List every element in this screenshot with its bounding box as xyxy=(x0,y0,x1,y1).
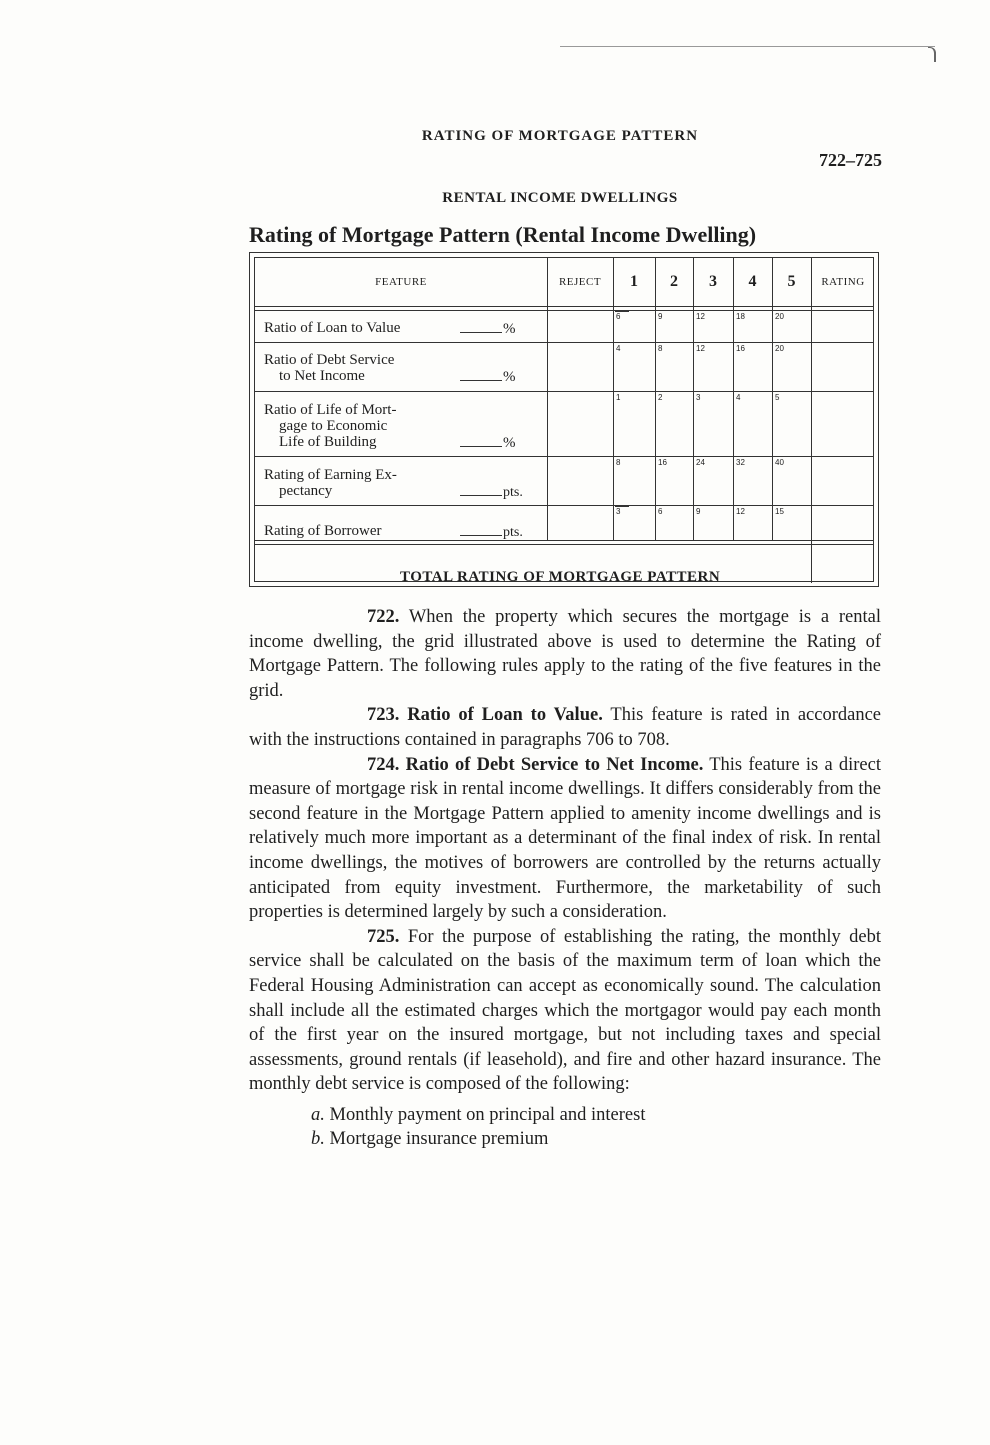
point-value: 4 xyxy=(736,393,741,402)
header-col-5: 5 xyxy=(787,273,796,290)
list-item: a. Monthly payment on principal and interest xyxy=(311,1104,646,1125)
feature-borrower: Rating of Borrower xyxy=(264,523,382,539)
paragraph-number: 724. xyxy=(367,754,400,775)
point-value: 16 xyxy=(736,344,745,353)
point-value: 12 xyxy=(696,344,705,353)
grid-hline xyxy=(255,505,873,506)
point-value: 3 xyxy=(616,507,621,516)
unit-blank: pts. xyxy=(460,523,523,541)
body-text xyxy=(249,605,881,1152)
point-value: 3 xyxy=(696,393,701,402)
paragraph-725: 725. For the purpose of establishing the rating, the monthly debt service shall be calculated on the basis of the maximum term of loan which the Federal Housing Administration can accept as economically sound. The calculation shall include all the estimated charges which the mortgagor would pay each month of the first year on the insured mortgage, but not including taxes and special assessments, ground rentals (if leasehold), and fire and other hazard insurance. The monthly debt service is composed of the following: xyxy=(249,926,881,1095)
point-value: 2 xyxy=(658,393,663,402)
grid-hline xyxy=(255,306,873,307)
grid-hline xyxy=(255,391,873,392)
paragraph-722: 722. When the property which secures the mortgage is a rental income dwelling, the grid illustrated above is used to determine the Rating of Mortgage Pattern. The following rules apply to the rating of the five features in the grid. xyxy=(249,607,882,701)
header-col-3: 3 xyxy=(709,273,717,290)
unit-blank: pts. xyxy=(460,483,523,501)
point-value: 15 xyxy=(775,507,784,516)
feature-loan-to-value: Ratio of Loan to Value xyxy=(264,320,401,336)
list-item: b. Mortgage insurance premium xyxy=(311,1129,549,1150)
total-rating-label: TOTAL RATING OF MORTGAGE PATTERN xyxy=(400,569,721,585)
point-value: 1 xyxy=(616,393,621,402)
point-value: 20 xyxy=(775,344,784,353)
header-col-2: 2 xyxy=(670,273,678,290)
paragraph-number: 722. xyxy=(367,607,400,627)
header-feature: FEATURE xyxy=(375,276,427,288)
subheading: RENTAL INCOME DWELLINGS xyxy=(442,190,678,206)
point-value: 9 xyxy=(696,507,701,516)
point-value: 5 xyxy=(775,393,780,402)
page-edge-line xyxy=(560,46,935,47)
unit-blank: % xyxy=(460,434,516,452)
rating-grid xyxy=(249,252,879,587)
feature-earning-expectancy: Rating of Earning Ex- pectancy xyxy=(264,467,397,499)
point-value: 8 xyxy=(616,458,621,467)
point-value: 32 xyxy=(736,458,745,467)
point-value: 6 xyxy=(658,507,663,516)
grid-hline xyxy=(255,342,873,343)
section-range: 722–725 xyxy=(819,150,882,170)
point-value: 12 xyxy=(736,507,745,516)
paragraph-number: 725. xyxy=(367,926,400,947)
grid-hline xyxy=(255,544,873,545)
paragraph-723: 723. Ratio of Loan to Value. This feature is rated in accordance with the instructions contained in paragraphs 706 to 708. xyxy=(249,705,882,750)
point-tick xyxy=(615,506,629,507)
running-title: RATING OF MORTGAGE PATTERN xyxy=(421,128,699,144)
grid-hline xyxy=(255,456,873,457)
point-value: 6 xyxy=(616,312,621,321)
point-value: 12 xyxy=(696,312,705,321)
grid-hline xyxy=(255,310,873,311)
paragraph-heading: Ratio of Debt Service to Net Income. xyxy=(405,754,704,775)
header-reject: REJECT xyxy=(558,276,602,288)
debt-service-list xyxy=(249,1103,881,1152)
feature-debt-service: Ratio of Debt Service to Net Income xyxy=(264,352,395,384)
grid-title: Rating of Mortgage Pattern (Rental Income Dwelling) xyxy=(249,222,757,247)
header-col-4: 4 xyxy=(748,273,757,290)
point-value: 20 xyxy=(775,312,784,321)
header-col-1: 1 xyxy=(630,273,638,290)
feature-life-of-mortgage: Ratio of Life of Mort- gage to Economic Life of Building xyxy=(264,402,397,450)
unit-blank: % xyxy=(460,320,516,338)
paragraph-724: 724. Ratio of Debt Service to Net Income. This feature is a direct measure of mortgage risk in rental income dwellings. It differs considerably from the second feature in the Mortgage Pattern applied to amenity income dwellings and is relatively much more important as a determinant of the final index of risk. In rental income dwellings, the motives of borrowers are controlled by the returns actually anticipated from equity investment. Furthermore, the marketability of such properties is determined largely by such a consideration. xyxy=(249,754,881,923)
point-value: 18 xyxy=(736,312,745,321)
point-value: 4 xyxy=(616,344,621,353)
header-rating: RATING xyxy=(821,276,865,288)
point-value: 9 xyxy=(658,312,663,321)
unit-blank: % xyxy=(460,368,516,386)
paragraph-heading: Ratio of Loan to Value. xyxy=(407,705,603,726)
paragraph-number: 723. xyxy=(367,705,400,726)
grid-hline xyxy=(255,540,873,541)
page-corner-curl xyxy=(928,47,936,62)
point-value: 24 xyxy=(696,458,705,467)
point-value: 16 xyxy=(658,458,667,467)
point-tick xyxy=(615,311,629,312)
point-value: 40 xyxy=(775,458,784,467)
rating-grid-inner xyxy=(254,257,874,585)
point-value: 8 xyxy=(658,344,663,353)
